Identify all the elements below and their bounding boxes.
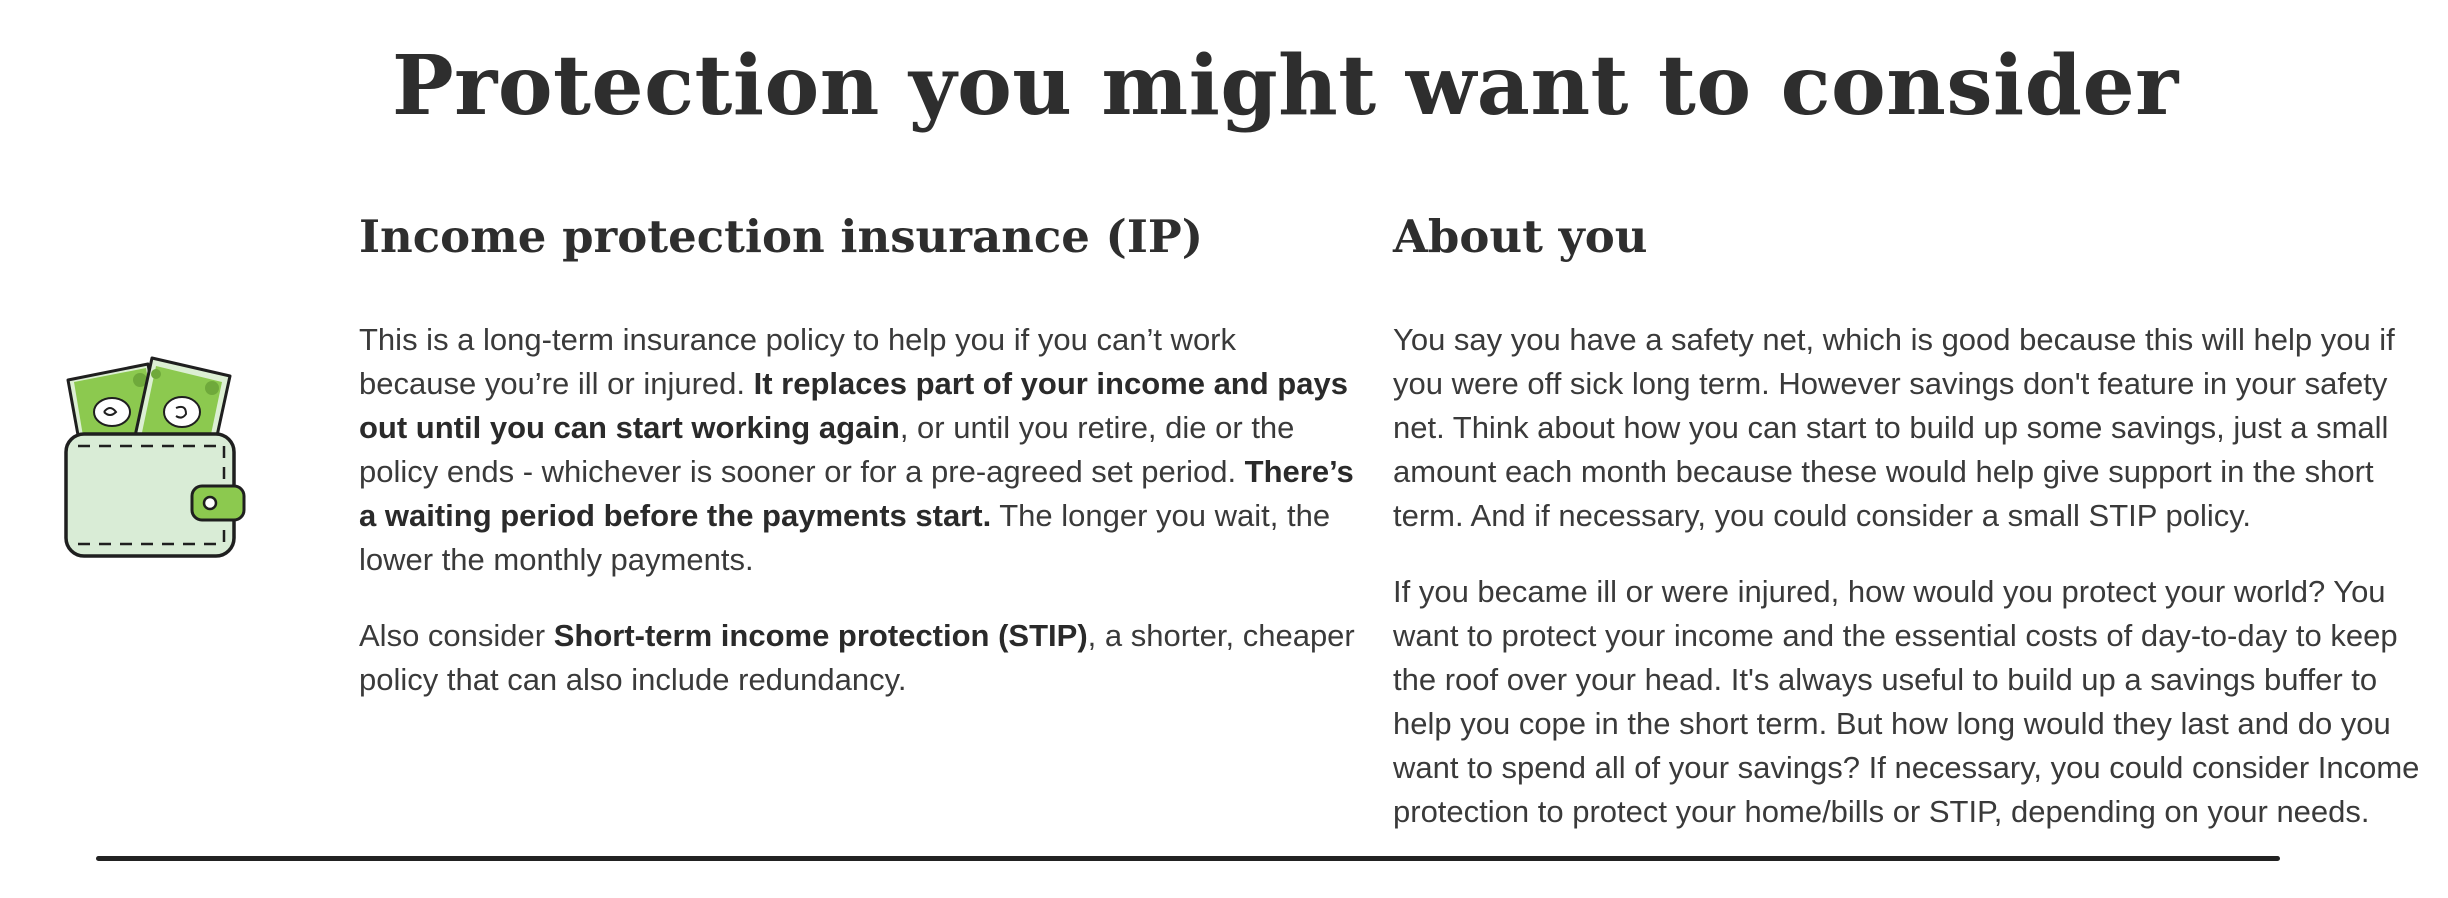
- income-protection-section: [359, 200, 1359, 734]
- section-divider: [96, 856, 2280, 861]
- about-you-section: [1393, 200, 2438, 866]
- stip-bold: Short-term income protection (STIP): [553, 618, 1088, 653]
- ip-text-1: This is a long-term insurance policy to help you if you can’t work because you’re ill or injured.: [359, 322, 1237, 401]
- income-protection-description: [359, 318, 1359, 582]
- wallet-body: [66, 434, 244, 556]
- about-you-heading: About you: [1393, 210, 1648, 263]
- ip-bold-1: It replaces part of your income and pays out until you can start working again: [359, 366, 1348, 445]
- ip-bold-2: There’s a waiting period before the payments start.: [359, 454, 1354, 533]
- about-you-paragraph-1: You say you have a safety net, which is good because this will help you if you were off sick long term. However savings don't feature in your safety net. Think about how you can start to build up some savings, just a small amount each month because these would help give support in the short term. And if necessary, you could consider a small STIP policy.: [1393, 322, 2395, 533]
- stip-text-2: , a shorter, cheaper policy that can also include redundancy.: [359, 618, 1355, 697]
- ip-text-2: , or until you retire, die or the policy ends - whichever is sooner or for a pre-agreed set period.: [359, 410, 1295, 489]
- about-you-paragraph-2: If you became ill or were injured, how would you protect your world? You want to protect your income and the essential costs of day-to-day to keep the roof over your head. It's always useful to build up a savings buffer to help you cope in the short term. But how long would they last and do you want to spend all of your savings? If necessary, you could consider Income protection to protect your home/bills or STIP, depending on your needs.: [1393, 574, 2420, 829]
- page-title: Protection you might want to consider: [392, 38, 2179, 134]
- stip-note: [359, 614, 1359, 702]
- stip-text-1: Also consider: [359, 618, 554, 653]
- ip-text-3: The longer you wait, the lower the monthly payments.: [359, 498, 1331, 577]
- wallet-with-cash-icon: [60, 350, 250, 565]
- income-protection-heading: Income protection insurance (IP): [359, 210, 1203, 263]
